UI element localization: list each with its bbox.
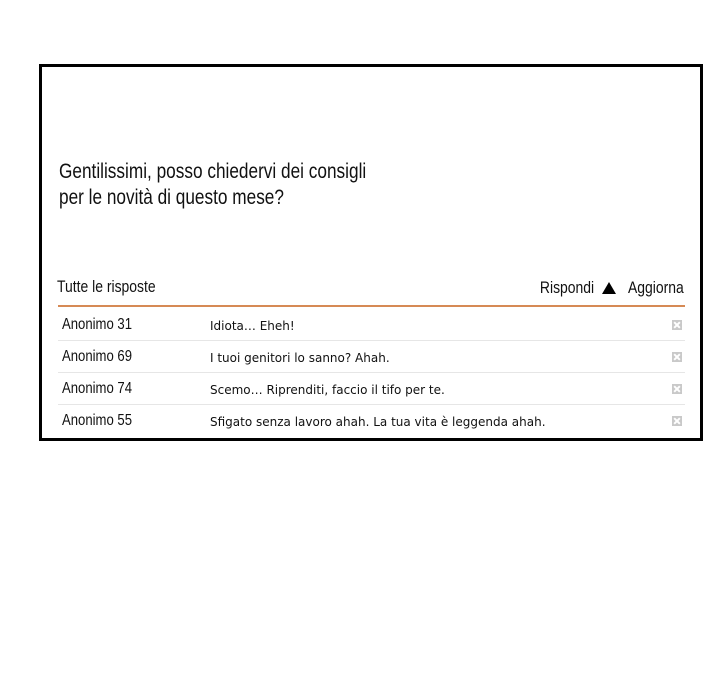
answer-row — [58, 309, 685, 341]
answer-text: Idiota… Eheh! — [210, 319, 295, 333]
close-icon[interactable] — [672, 320, 682, 330]
answer-row — [58, 341, 685, 373]
answers-divider — [58, 305, 685, 307]
close-icon[interactable] — [672, 352, 682, 362]
answer-text: Sfigato senza lavoro ahah. La tua vita è leggenda ahah. — [210, 415, 546, 429]
answer-text: Scemo… Riprenditi, faccio il tifo per te. — [210, 383, 445, 397]
all-answers-label: Tutte le risposte — [57, 277, 156, 296]
answer-author: Anonimo 55 — [62, 412, 133, 429]
answer-row — [58, 405, 685, 436]
answer-text: I tuoi genitori lo sanno? Ahah. — [210, 351, 390, 365]
answer-row — [58, 373, 685, 405]
triangle-up-icon[interactable] — [602, 282, 616, 294]
close-icon[interactable] — [672, 416, 682, 426]
answers-header — [57, 277, 684, 301]
reply-button[interactable]: Rispondi — [539, 278, 594, 297]
answers-list — [58, 309, 685, 436]
answer-author: Anonimo 31 — [62, 316, 133, 333]
question-panel — [39, 64, 703, 441]
close-icon[interactable] — [672, 384, 682, 394]
answers-actions — [528, 277, 684, 299]
answer-author: Anonimo 74 — [62, 380, 133, 397]
question-text: Gentilissimi, posso chiedervi dei consigli per le novità di questo mese? — [59, 160, 367, 209]
answer-author: Anonimo 69 — [62, 348, 133, 365]
refresh-button[interactable]: Aggiorna — [627, 278, 684, 297]
